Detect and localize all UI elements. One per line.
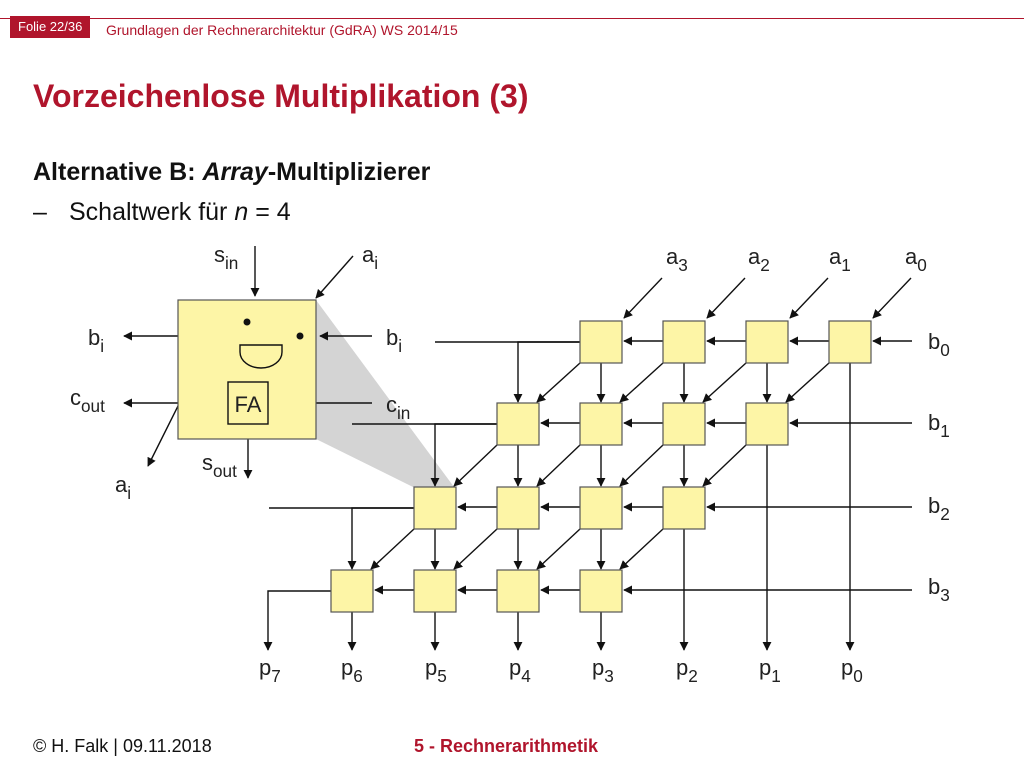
- a-input-1: [707, 278, 745, 318]
- label-a3: [666, 244, 688, 275]
- label-p0-sub: 0: [853, 666, 863, 686]
- subtitle-suffix: -Multiplizierer: [267, 158, 431, 186]
- label-a1-sub: 1: [841, 255, 851, 275]
- junction-dot: [297, 333, 304, 340]
- array-cell-r3c0: [331, 570, 373, 612]
- footer-author-date: © H. Falk | 09.11.2018: [33, 736, 212, 756]
- label-cin-sub: in: [397, 403, 411, 423]
- course-title: Grundlagen der Rechnerarchitektur (GdRA) WS 2014/15: [106, 22, 458, 38]
- subtitle-prefix: Alternative B:: [33, 158, 203, 186]
- a-diag-r0c3: [786, 363, 829, 402]
- label-a2-sub: 2: [760, 255, 770, 275]
- a-diag-r1c1: [537, 445, 580, 486]
- label-ai-bottom-sub: i: [127, 483, 132, 503]
- label-sout-sub: out: [213, 461, 237, 481]
- label-b1-main: b: [928, 410, 941, 435]
- label-bi-left: [88, 325, 104, 356]
- array-cell-r2c0: [414, 487, 456, 529]
- a-diag-r0c1: [620, 363, 663, 402]
- label-sin-main: s: [214, 242, 225, 267]
- label-b0-sub: 0: [940, 340, 950, 360]
- label-ai-bottom: [115, 472, 131, 503]
- slide-number-badge: Folie 22/36: [10, 16, 90, 38]
- fa-label: FA: [234, 392, 262, 417]
- array-cell-r2c3: [663, 487, 705, 529]
- label-sin-sub: in: [225, 253, 239, 273]
- label-p4-main: p: [509, 655, 522, 680]
- label-p1-sub: 1: [771, 666, 781, 686]
- a-diag-r2c3: [620, 529, 663, 569]
- array-cell-r3c3: [580, 570, 622, 612]
- array-cell-r2c1: [497, 487, 539, 529]
- label-bi-left-sub: i: [100, 336, 105, 356]
- label-a2-main: a: [748, 244, 761, 269]
- label-p7-sub: 7: [271, 666, 281, 686]
- label-p2: [676, 655, 698, 686]
- a-diag-r2c2: [537, 529, 580, 569]
- label-p0: [841, 655, 863, 686]
- array-cell-r0c0: [580, 321, 622, 363]
- label-cin-main: c: [386, 392, 397, 417]
- label-a1-main: a: [829, 244, 842, 269]
- label-bi-right: [386, 325, 402, 356]
- label-p7-main: p: [259, 655, 272, 680]
- label-p6-main: p: [341, 655, 354, 680]
- zoom-highlight: [316, 300, 454, 487]
- a-diag-r2c0: [371, 529, 414, 569]
- bullet-variable: n: [234, 198, 249, 226]
- label-b2-main: b: [928, 493, 941, 518]
- label-cout: [70, 385, 105, 416]
- label-a0: [905, 244, 927, 275]
- label-ai-top-sub: i: [374, 253, 379, 273]
- bullet-dash: –: [33, 198, 47, 226]
- bullet-rest: = 4: [248, 198, 291, 226]
- label-b3-main: b: [928, 574, 941, 599]
- array-cell-r2c2: [580, 487, 622, 529]
- label-b1-sub: 1: [940, 421, 950, 441]
- a-diag-r2c1: [454, 529, 497, 569]
- a-diag-r1c3: [703, 445, 746, 486]
- a-input-2: [790, 278, 828, 318]
- label-p2-sub: 2: [688, 666, 698, 686]
- label-ai-top: [362, 242, 378, 273]
- label-b2: [928, 493, 950, 524]
- label-p4: [509, 655, 531, 686]
- label-p3-main: p: [592, 655, 605, 680]
- label-bi-left-main: b: [88, 325, 101, 350]
- array-cell-r0c3: [829, 321, 871, 363]
- label-p4-sub: 4: [521, 666, 531, 686]
- label-ai-top-main: a: [362, 242, 375, 267]
- label-b2-sub: 2: [940, 504, 950, 524]
- array-cell-r0c2: [746, 321, 788, 363]
- array-cell-r1c3: [746, 403, 788, 445]
- label-p1-main: p: [759, 655, 772, 680]
- array-cell-r3c2: [497, 570, 539, 612]
- label-bi-right-sub: i: [398, 336, 403, 356]
- label-bi-right-main: b: [386, 325, 399, 350]
- a-diag-r1c0: [454, 445, 497, 486]
- array-cell-r1c1: [580, 403, 622, 445]
- array-cell-r1c2: [663, 403, 705, 445]
- a-diag-r1c2: [620, 445, 663, 486]
- label-p6: [341, 655, 363, 686]
- label-a1: [829, 244, 851, 275]
- subtitle-italic: Array: [202, 158, 268, 186]
- p7-output: [268, 591, 331, 650]
- label-b1: [928, 410, 950, 441]
- label-p3: [592, 655, 614, 686]
- label-p3-sub: 3: [604, 666, 614, 686]
- label-p5-main: p: [425, 655, 438, 680]
- label-a0-main: a: [905, 244, 918, 269]
- label-b0: [928, 329, 950, 360]
- slide-title: Vorzeichenlose Multiplikation (3): [33, 78, 529, 114]
- label-sin: [214, 242, 238, 273]
- label-a3-sub: 3: [678, 255, 688, 275]
- a-diag-r0c0: [537, 363, 580, 402]
- label-p5: [425, 655, 447, 686]
- label-cout-sub: out: [81, 396, 105, 416]
- footer-chapter: 5 - Rechnerarithmetik: [414, 736, 599, 756]
- label-p0-main: p: [841, 655, 854, 680]
- label-a0-sub: 0: [917, 255, 927, 275]
- label-sout-main: s: [202, 450, 213, 475]
- label-p5-sub: 5: [437, 666, 447, 686]
- label-p2-main: p: [676, 655, 689, 680]
- label-p6-sub: 6: [353, 666, 363, 686]
- array-cell-r3c1: [414, 570, 456, 612]
- label-a3-main: a: [666, 244, 679, 269]
- label-p7: [259, 655, 281, 686]
- array-cell-r1c0: [497, 403, 539, 445]
- a-input-3: [873, 278, 911, 318]
- label-b3-sub: 3: [940, 585, 950, 605]
- ai-in-wire: [316, 256, 353, 298]
- label-ai-bottom-main: a: [115, 472, 128, 497]
- a-diag-r0c2: [703, 363, 746, 402]
- label-b0-main: b: [928, 329, 941, 354]
- label-sout: [202, 450, 237, 481]
- label-b3: [928, 574, 950, 605]
- label-a2: [748, 244, 770, 275]
- label-p1: [759, 655, 781, 686]
- bullet-text: Schaltwerk für: [69, 198, 235, 226]
- array-cell-r0c1: [663, 321, 705, 363]
- junction-dot: [244, 319, 251, 326]
- label-cout-main: c: [70, 385, 81, 410]
- a-input-0: [624, 278, 662, 318]
